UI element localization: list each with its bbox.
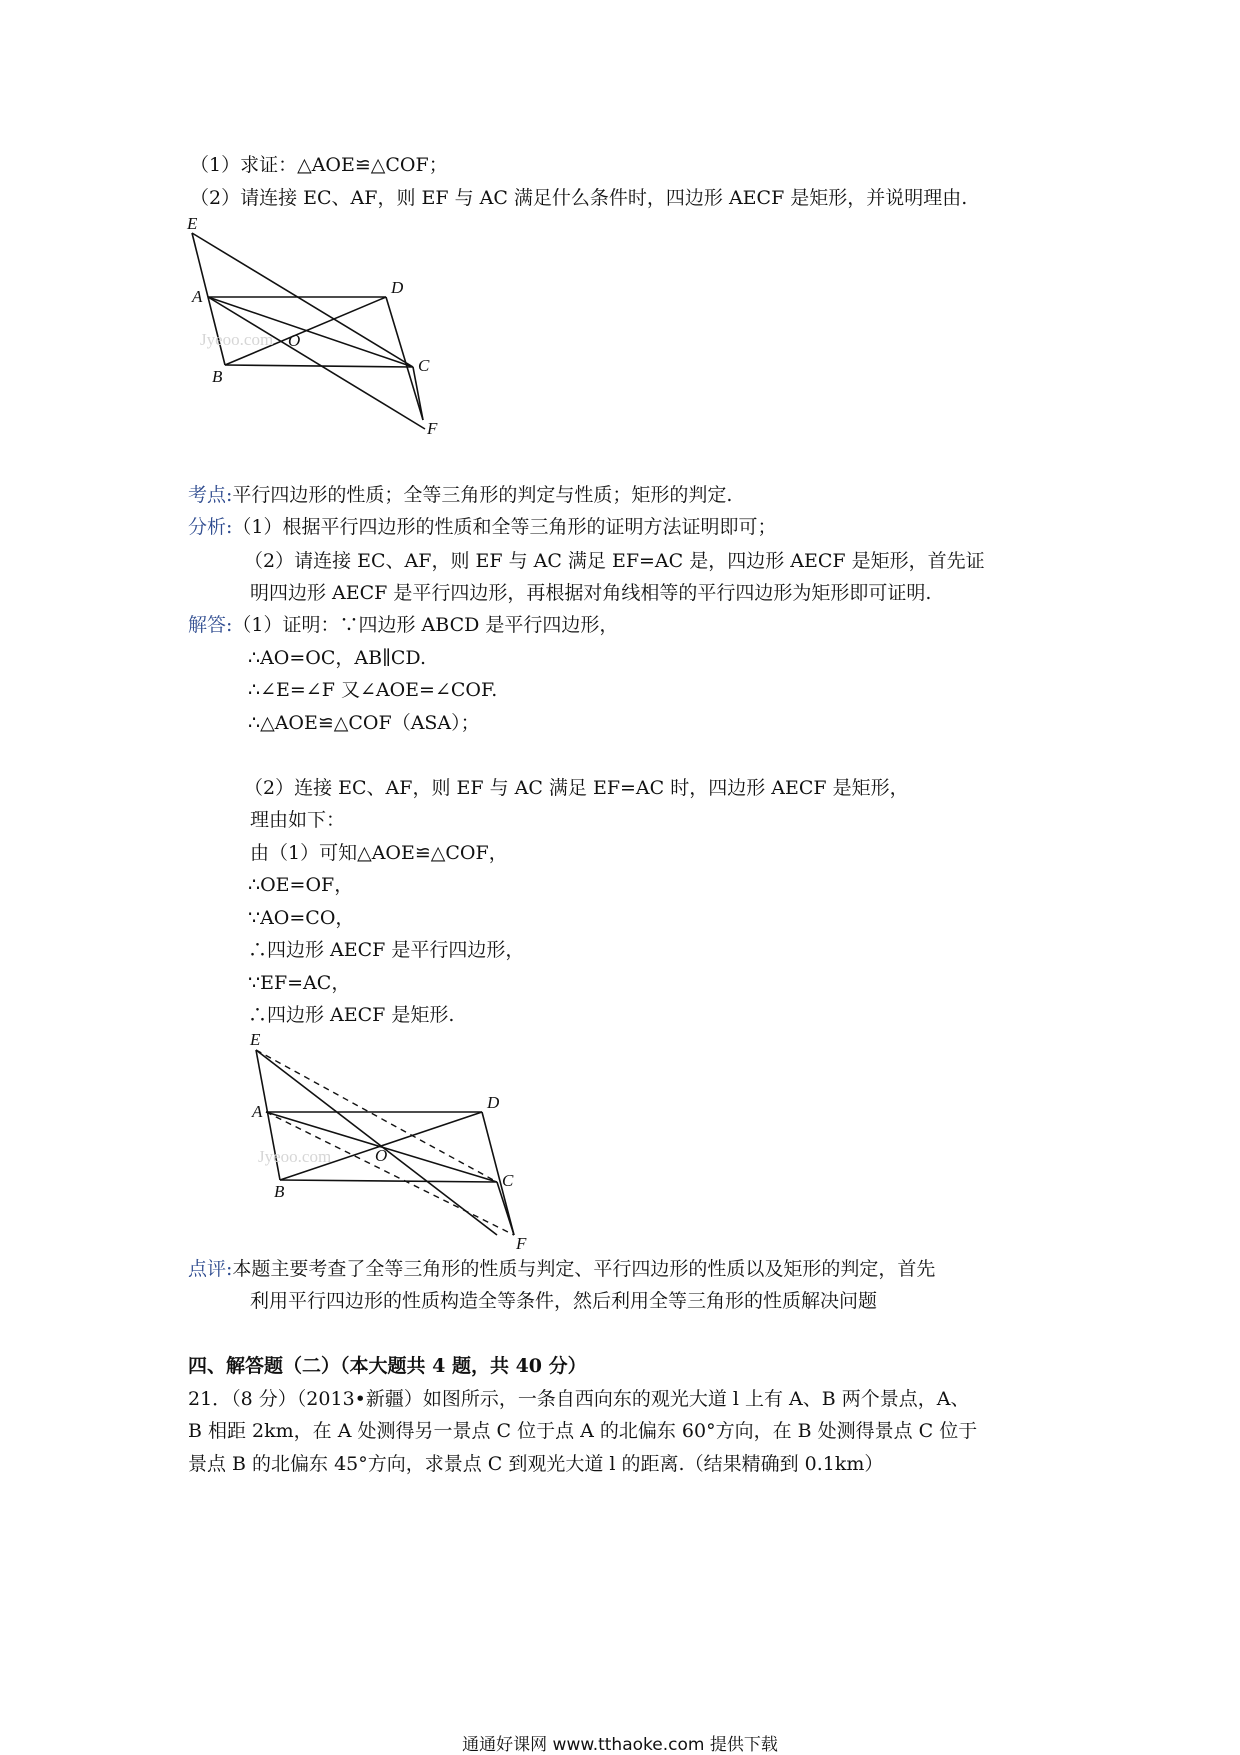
fenxi-label: 分析: bbox=[188, 516, 233, 538]
figure2-label-c: C bbox=[502, 1171, 514, 1190]
jieda-part2-line-1: （2）连接 EC、AF，则 EF 与 AC 满足 EF=AC 时，四边形 AECF 是矩形， bbox=[244, 777, 909, 799]
page-footer: 通通好课网 www.tthaoke.com 提供下载 bbox=[462, 1735, 778, 1755]
figure-parallelogram-1 bbox=[180, 215, 480, 450]
figure2-label-f: F bbox=[516, 1234, 527, 1253]
jieda-part2-line-7: ∵EF=AC， bbox=[248, 972, 351, 994]
figure1-label-f: F bbox=[427, 419, 438, 438]
figure1-label-o: O bbox=[288, 331, 301, 350]
jieda-part1-line-3: ∴∠E=∠F 又∠AOE=∠COF. bbox=[248, 679, 498, 701]
problem21-line-3: 景点 B 的北偏东 45°方向，求景点 C 到观光大道 l 的距离.（结果精确到 0.1km） bbox=[188, 1453, 884, 1475]
jieda-part2-line-2: 理由如下： bbox=[250, 809, 346, 831]
figure2-label-o: O bbox=[375, 1146, 388, 1165]
line-ef bbox=[256, 1050, 497, 1235]
figure2-label-e: E bbox=[250, 1030, 261, 1049]
figure2-watermark: Jyeoo.com bbox=[258, 1147, 332, 1166]
dianping-line-1 bbox=[188, 1260, 935, 1279]
jieda-line-1 bbox=[188, 616, 618, 635]
problem21-line-1: 21．（8 分）（2013•新疆）如图所示，一条自西向东的观光大道 l 上有 A、B 两个景点，A、 bbox=[188, 1388, 970, 1410]
jieda-part2-line-6: ∴四边形 AECF 是平行四边形， bbox=[248, 939, 525, 961]
problem21-line-2: B 相距 2km，在 A 处测得另一景点 C 位于点 A 的北偏东 60°方向，在 B 处测得景点 C 位于 bbox=[188, 1420, 978, 1442]
question-part1: （1）求证：△AOE≌△COF； bbox=[190, 154, 448, 176]
jieda-part1-line-2: ∴AO=OC，AB∥CD. bbox=[248, 647, 427, 669]
jieda-part2-line-8: ∴四边形 AECF 是矩形. bbox=[248, 1004, 455, 1026]
jieda-text-1: （1）证明：∵四边形 ABCD 是平行四边形， bbox=[232, 614, 619, 636]
kaodian-line bbox=[188, 486, 732, 505]
jieda-part2-line-5: ∵AO=CO， bbox=[248, 907, 355, 929]
fenxi-text-1: （1）根据平行四边形的性质和全等三角形的证明方法证明即可； bbox=[232, 516, 777, 538]
figure1-label-d: D bbox=[391, 278, 404, 297]
figure2-label-b: B bbox=[274, 1182, 285, 1201]
jieda-label: 解答: bbox=[188, 614, 233, 636]
kaodian-label: 考点: bbox=[188, 484, 233, 506]
figure1-label-b: B bbox=[212, 367, 223, 386]
fenxi-line-3: 明四边形 AECF 是平行四边形，再根据对角线相等的平行四边形为矩形即可证明. bbox=[250, 582, 932, 604]
fenxi-line-2: （2）请连接 EC、AF，则 EF 与 AC 满足 EF=AC 是，四边形 AECF 是矩形，首先证 bbox=[244, 550, 985, 572]
section-heading: 四、解答题（二）（本大题共 4 题，共 40 分） bbox=[188, 1355, 587, 1377]
figure1-label-a: A bbox=[192, 287, 203, 306]
jieda-part2-line-4: ∴OE=OF， bbox=[248, 874, 354, 896]
kaodian-text: 平行四边形的性质；全等三角形的判定与性质；矩形的判定. bbox=[232, 484, 733, 506]
dianping-text-1: 本题主要考查了全等三角形的性质与判定、平行四边形的性质以及矩形的判定，首先 bbox=[232, 1258, 936, 1280]
figure1-label-c: C bbox=[418, 356, 430, 375]
dianping-label: 点评: bbox=[188, 1258, 233, 1280]
dianping-line-2: 利用平行四边形的性质构造全等条件，然后利用全等三角形的性质解决问题 bbox=[250, 1290, 878, 1312]
jieda-part1-line-4: ∴△AOE≌△COF（ASA）； bbox=[248, 712, 480, 734]
fenxi-line-1 bbox=[188, 518, 777, 537]
figure2-label-d: D bbox=[487, 1093, 500, 1112]
figure1-watermark: Jyeoo.com bbox=[200, 330, 274, 349]
figure-parallelogram-2 bbox=[240, 1030, 540, 1265]
dashed-af bbox=[266, 1112, 514, 1235]
jieda-part2-line-3: 由（1）可知△AOE≌△COF， bbox=[250, 842, 508, 864]
figure1-label-e: E bbox=[187, 215, 198, 233]
figure2-label-a: A bbox=[252, 1102, 263, 1121]
side-bc bbox=[280, 1180, 497, 1182]
question-part2: （2）请连接 EC、AF，则 EF 与 AC 满足什么条件时，四边形 AECF 是矩形，并说明理由. bbox=[190, 187, 968, 209]
